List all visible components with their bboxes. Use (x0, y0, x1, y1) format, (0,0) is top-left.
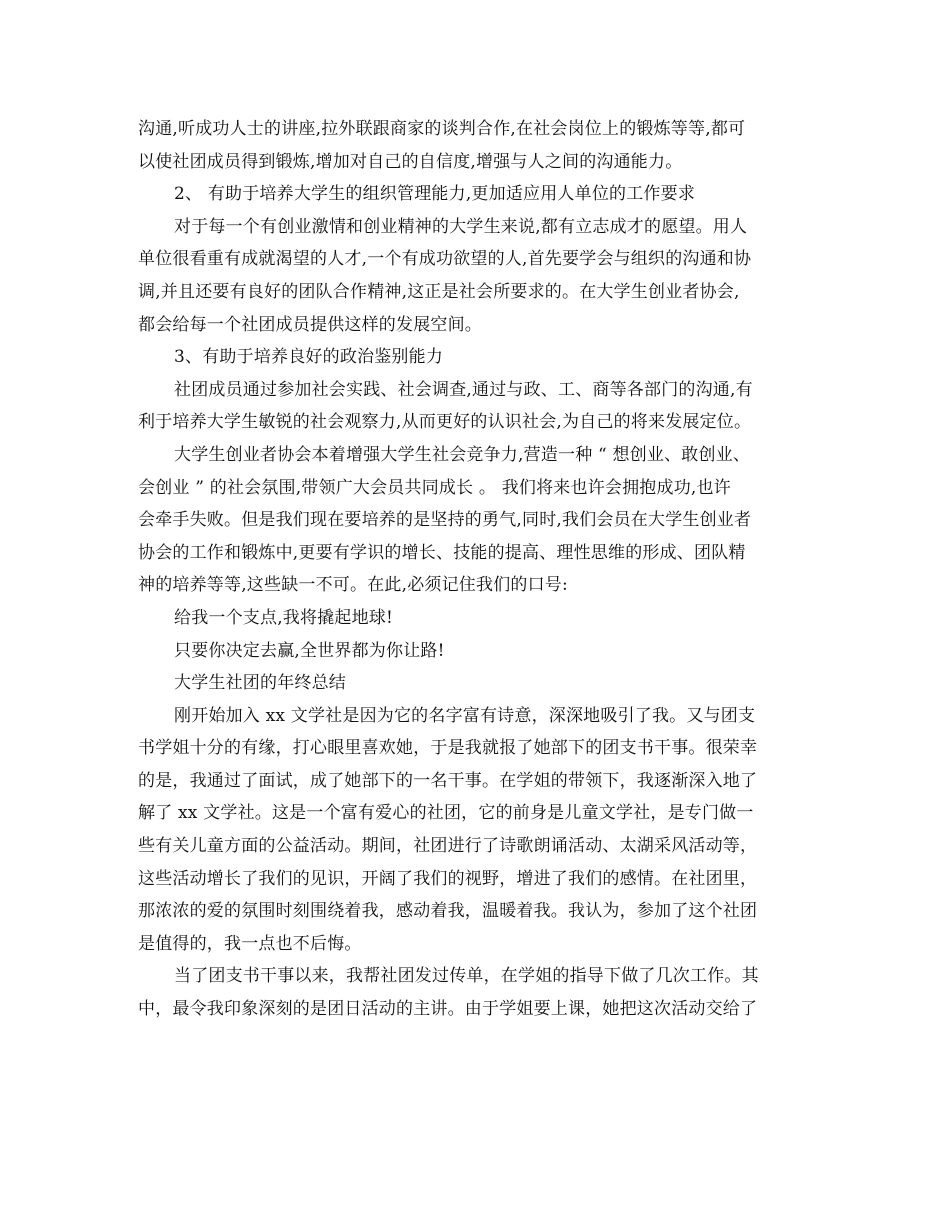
text-line: 大学生社团的年终总结 (174, 673, 346, 694)
text-line: 当了团支书干事以来，我帮社团发过传单，在学姐的指导下做了几次工作。其 (174, 966, 759, 987)
text-line: 的是，我通过了面试，成了她部下的一名干事。在学姐的带领下，我逐渐深入地了 (138, 770, 758, 791)
text-line: 社团成员通过参加社会实践、社会调查,通过与政、工、商等各部门的沟通,有 (174, 379, 753, 400)
text-line: 对于每一个有创业激情和创业精神的大学生来说,都有立志成才的愿望。用人 (174, 216, 748, 237)
text-line: 会牵手失败。但是我们现在要培养的是坚持的勇气,同时,我们会员在大学生创业者 (138, 510, 752, 531)
text-line: 3、有助于培养良好的政治鉴别能力 (174, 347, 444, 368)
text-line: 会创业 ” 的社会氛围,带领广大会员共同成长 。 我们将来也许会拥抱成功,也许 (138, 477, 731, 498)
text-line: 利于培养大学生敏锐的社会观察力,从而更好的认识社会,为自己的将来发展定位。 (138, 412, 752, 433)
text-line: 是值得的，我一点也不后悔。 (138, 933, 362, 954)
text-line: 沟通,听成功人士的讲座,拉外联跟商家的谈判合作,在社会岗位上的锻炼等等,都可 (138, 119, 746, 139)
document-body (138, 113, 828, 1026)
text-line: 中，最令我印象深刻的是团日活动的主讲。由于学姐要上课，她把这次活动交给了 (138, 999, 758, 1020)
text-line: 给我一个支点,我将撬起地球! (174, 607, 394, 628)
text-line: 这些活动增长了我们的见识，开阔了我们的视野，增进了我们的感情。在社团里， (138, 868, 758, 889)
text-line: 都会给每一个社团成员提供这样的发展空间。 (138, 314, 482, 335)
text-line: 那浓浓的爱的氛围时刻围绕着我，感动着我，温暖着我。我认为，参加了这个社团 (138, 901, 758, 922)
text-line: 单位很看重有成就渴望的人才,一个有成功欲望的人,首先要学会与组织的沟通和协 (138, 249, 752, 270)
text-line: 解了 xx 文学社。这是一个富有爱心的社团，它的前身是儿童文学社，是专门做一 (138, 803, 754, 824)
text-line: 书学姐十分的有缘，打心眼里喜欢她，于是我就报了她部下的团支书干事。很荣幸 (138, 738, 758, 759)
text-line: 只要你决定去赢,全世界都为你让路! (174, 640, 445, 661)
text-line: 调,并且还要有良好的团队合作精神,这正是社会所要求的。在大学生创业者协会, (138, 281, 740, 302)
text-line: 些有关儿童方面的公益活动。期间，社团进行了诗歌朗诵活动、太湖采风活动等， (138, 836, 758, 857)
text-line: 协会的工作和锻炼中,更要有学识的增长、技能的提高、理性思维的形成、团队精 (138, 542, 746, 563)
text-line: 神的培养等等,这些缺一不可。在此,必须记住我们的口号: (138, 575, 568, 596)
text-line: 以使社团成员得到锻炼,增加对自己的自信度,增强与人之间的沟通能力。 (138, 151, 683, 172)
text-line: 2、 有助于培养大学生的组织管理能力,更加适应用人单位的工作要求 (174, 184, 696, 205)
text-line: 大学生创业者协会本着增强大学生社会竞争力,营造一种 “ 想创业、敢创业、 (174, 444, 751, 465)
text-line: 刚开始加入 xx 文学社是因为它的名字富有诗意，深深地吸引了我。又与团支 (174, 705, 756, 726)
